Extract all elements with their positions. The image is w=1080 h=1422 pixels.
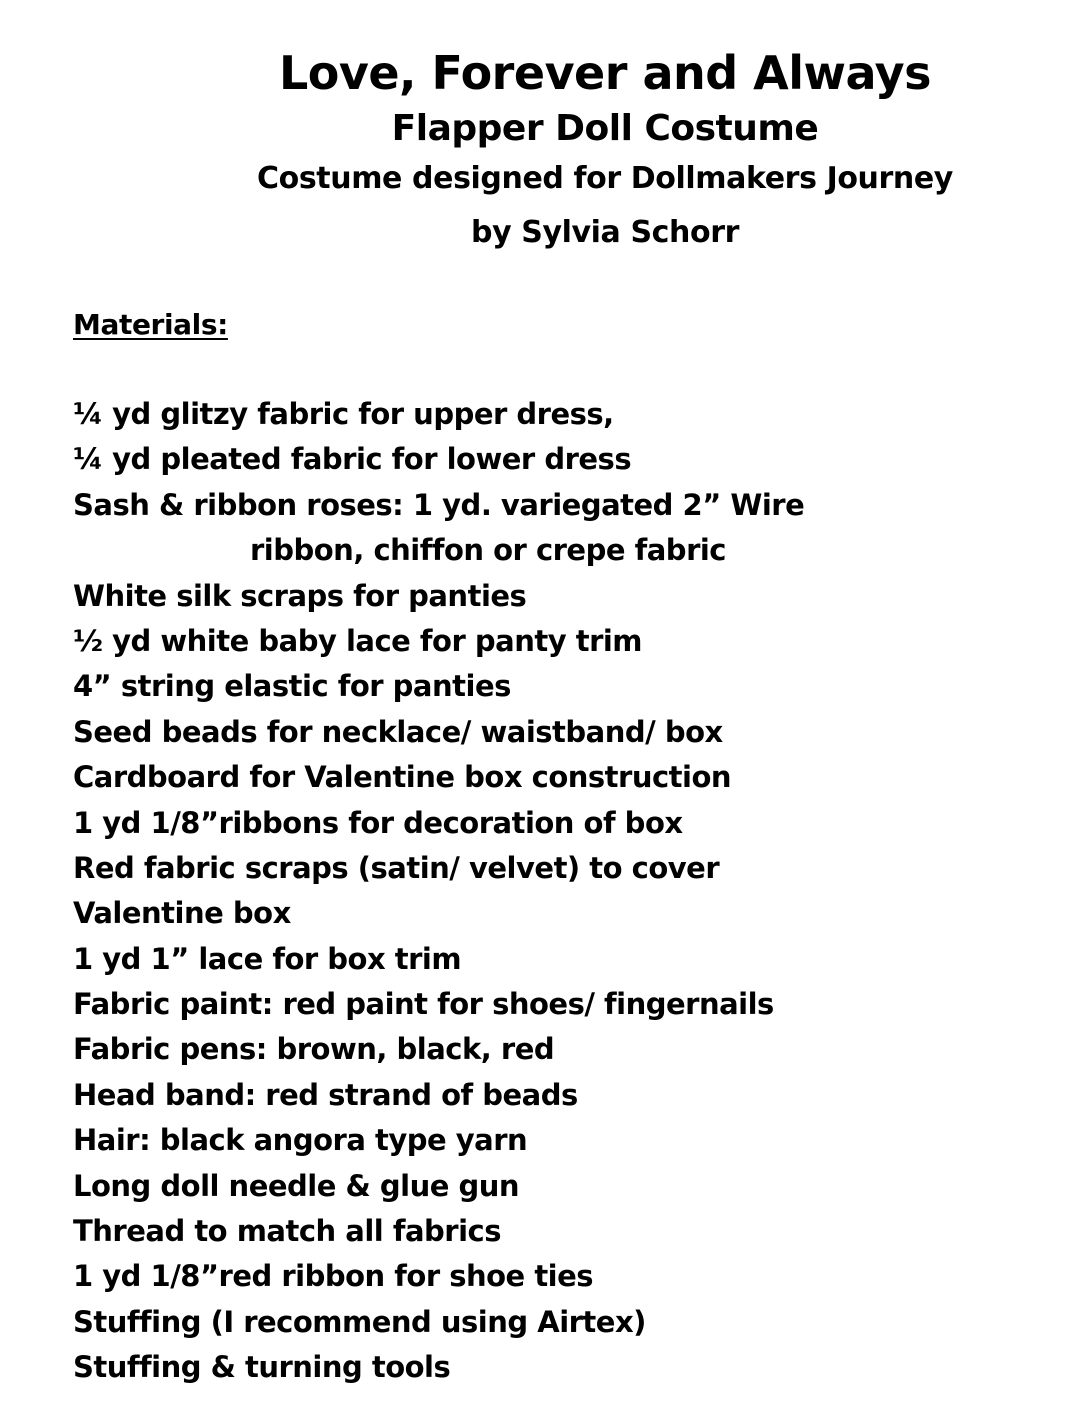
materials-item: ¼ yd glitzy fabric for upper dress, [73,397,614,431]
document-title: Love, Forever and Always [278,46,932,100]
materials-heading: Materials: [73,308,228,341]
materials-item: Long doll needle & glue gun [73,1168,520,1203]
materials-item: Stuffing & turning tools [73,1350,451,1385]
materials-item: White silk scraps for panties [73,578,527,613]
materials-item: ½ yd white baby lace for panty trim [73,623,643,658]
materials-item: Thread to match all fabrics [73,1214,501,1249]
materials-item: Fabric paint: red paint for shoes/ fingernails [73,987,774,1022]
designed-for-line: Costume designed for Dollmakers Journey [257,161,953,196]
materials-list [73,392,804,1391]
materials-item: 1 yd 1” lace for box trim [73,941,462,976]
materials-item: 4” string elastic for panties [73,669,511,704]
materials-item: Stuffing (I recommend using Airtex) [73,1304,646,1339]
materials-item: 1 yd 1/8”ribbons for decoration of box [73,805,683,840]
materials-item: Fabric pens: brown, black, red [73,1032,555,1067]
materials-item: Sash & ribbon roses: 1 yd. variegated 2” Wire [73,487,805,522]
materials-item-continuation: ribbon, chiffon or crepe fabric [250,533,726,568]
materials-item: Cardboard for Valentine box construction [73,760,732,795]
materials-item: ¼ yd pleated fabric for lower dress [73,442,632,477]
materials-item: Valentine box [73,896,291,931]
author-line: by Sylvia Schorr [471,215,739,250]
document-subtitle: Flapper Doll Costume [391,108,819,149]
materials-item: 1 yd 1/8”red ribbon for shoe ties [73,1259,594,1294]
materials-item: Head band: red strand of beads [73,1077,578,1112]
materials-item: Red fabric scraps (satin/ velvet) to cover [73,850,720,885]
materials-item: Hair: black angora type yarn [73,1123,528,1158]
materials-item: Seed beads for necklace/ waistband/ box [73,714,723,749]
